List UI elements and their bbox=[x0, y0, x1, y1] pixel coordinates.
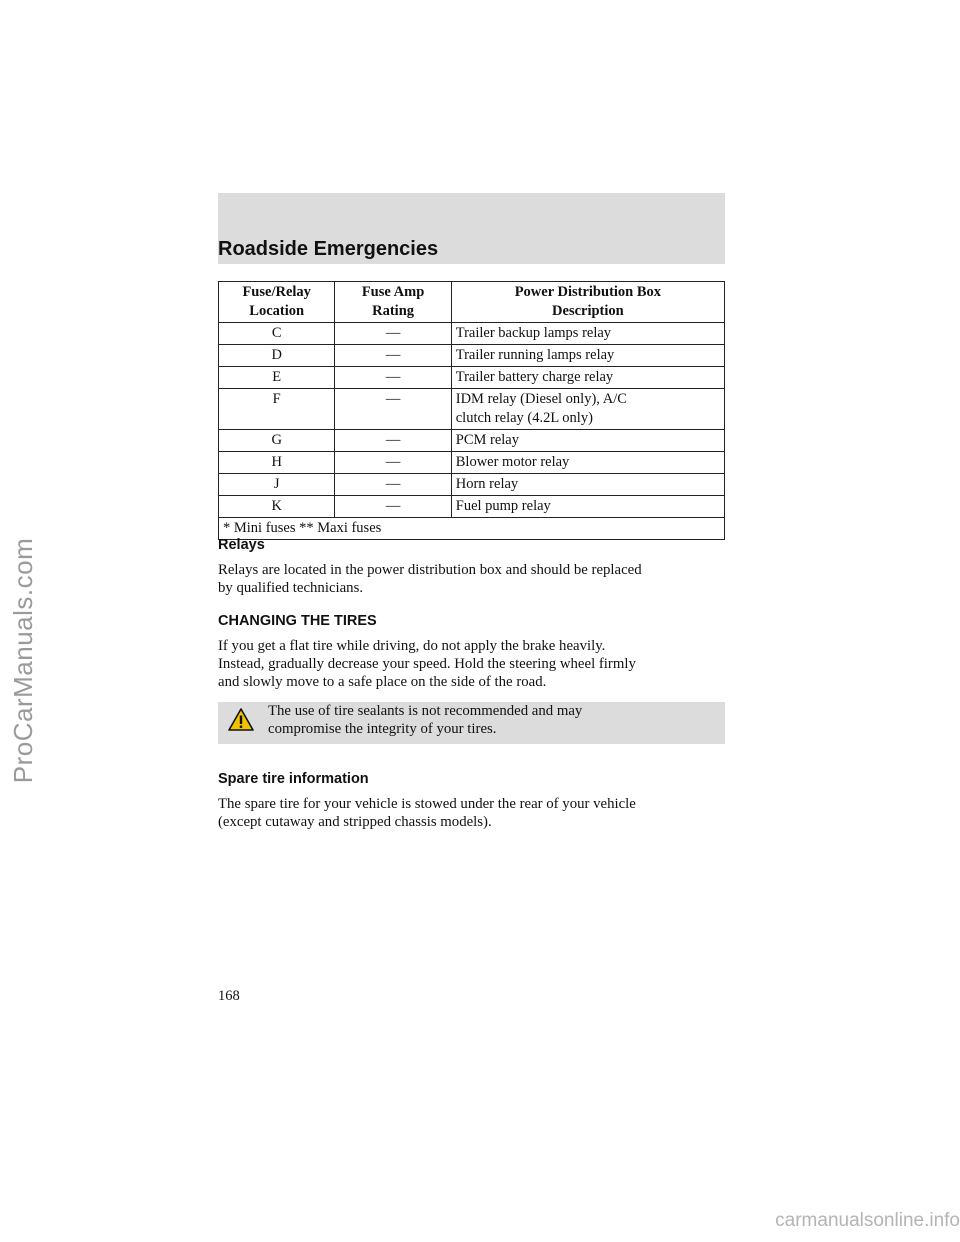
cell-rating: — bbox=[335, 452, 451, 474]
relays-heading: Relays bbox=[218, 537, 265, 553]
cell-rating: — bbox=[335, 496, 451, 518]
warning-text: The use of tire sealants is not recommended and may compromise the integrity of your tires. bbox=[268, 703, 583, 737]
cell-location: G bbox=[219, 430, 335, 452]
cell-description: Blower motor relay bbox=[451, 452, 724, 474]
cell-description: IDM relay (Diesel only), A/C clutch relay (4.2L only) bbox=[451, 389, 724, 430]
cell-location: E bbox=[219, 367, 335, 389]
watermark-text: ProCarManuals.com bbox=[8, 537, 39, 783]
fuse-relay-table bbox=[218, 281, 725, 540]
table-row bbox=[219, 345, 725, 367]
table-row bbox=[219, 430, 725, 452]
table-row bbox=[219, 389, 725, 430]
cell-location: C bbox=[219, 323, 335, 345]
cell-description: Horn relay bbox=[451, 474, 724, 496]
cell-description: Fuel pump relay bbox=[451, 496, 724, 518]
column-header-location: Fuse/Relay Location bbox=[219, 282, 335, 323]
table-row bbox=[219, 474, 725, 496]
relays-paragraph: Relays are located in the power distribution box and should be replaced by qualified technicians. bbox=[218, 562, 642, 596]
spare-tire-heading: Spare tire information bbox=[218, 771, 369, 787]
cell-description: Trailer backup lamps relay bbox=[451, 323, 724, 345]
table-row bbox=[219, 367, 725, 389]
cell-location: D bbox=[219, 345, 335, 367]
watermark bbox=[2, 510, 46, 810]
cell-rating: — bbox=[335, 389, 451, 430]
table-row bbox=[219, 452, 725, 474]
changing-tires-heading: CHANGING THE TIRES bbox=[218, 613, 377, 629]
column-header-description: Power Distribution Box Description bbox=[451, 282, 724, 323]
cell-rating: — bbox=[335, 323, 451, 345]
section-header bbox=[218, 193, 725, 264]
cell-location: F bbox=[219, 389, 335, 430]
warning-box bbox=[218, 702, 725, 744]
warning-triangle-icon bbox=[227, 707, 255, 732]
changing-tires-paragraph: If you get a flat tire while driving, do not apply the brake heavily. Instead, gradually decrease your speed. Hold the steering wheel firmly and slowly move to a safe place on the side of the road. bbox=[218, 638, 636, 690]
table-row bbox=[219, 323, 725, 345]
cell-rating: — bbox=[335, 474, 451, 496]
cell-description: PCM relay bbox=[451, 430, 724, 452]
table-footnote: * Mini fuses ** Maxi fuses bbox=[219, 518, 725, 540]
cell-rating: — bbox=[335, 345, 451, 367]
cell-description: Trailer running lamps relay bbox=[451, 345, 724, 367]
cell-rating: — bbox=[335, 367, 451, 389]
table-body bbox=[219, 323, 725, 518]
cell-location: J bbox=[219, 474, 335, 496]
section-title: Roadside Emergencies bbox=[218, 238, 439, 260]
table-row bbox=[219, 496, 725, 518]
cell-rating: — bbox=[335, 430, 451, 452]
spare-tire-paragraph: The spare tire for your vehicle is stowed under the rear of your vehicle (except cutaway and stripped chassis models). bbox=[218, 796, 636, 830]
main-content bbox=[218, 536, 725, 831]
table-header-row bbox=[219, 282, 725, 323]
cell-location: H bbox=[219, 452, 335, 474]
column-header-rating: Fuse Amp Rating bbox=[335, 282, 451, 323]
cell-description: Trailer battery charge relay bbox=[451, 367, 724, 389]
page-number: 168 bbox=[218, 988, 240, 1004]
footer-watermark: carmanualsonline.info bbox=[775, 1210, 960, 1231]
cell-location: K bbox=[219, 496, 335, 518]
